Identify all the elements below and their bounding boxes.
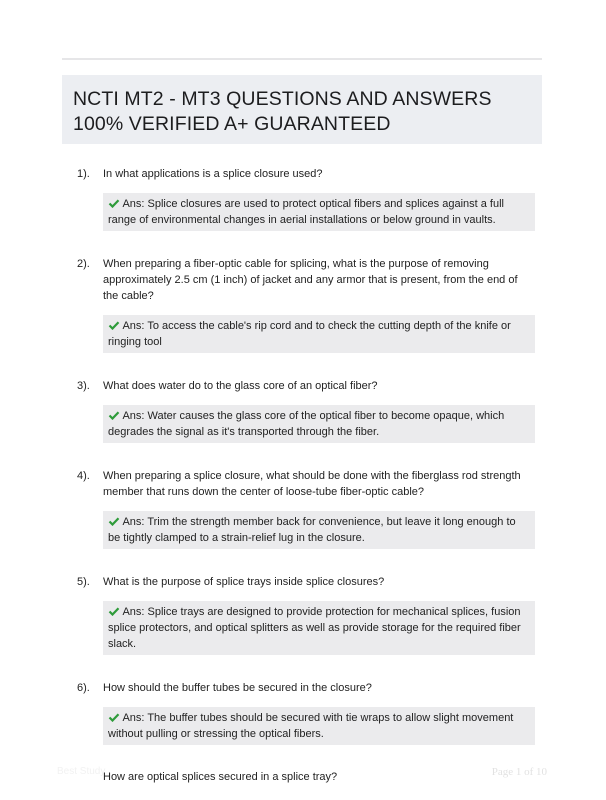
footer-brand: Best Study (57, 766, 106, 777)
answer-text: Ans: Splice trays are designed to provide protection for mechanical splices, fusion splice protectors, and optical splitters as well as provide storage for the required fiber slack. (108, 606, 521, 650)
checkmark-icon (108, 199, 120, 208)
question-number: 3). (77, 380, 90, 392)
title-line-2: 100% VERIFIED A+ GUARANTEED (73, 113, 391, 135)
checkmark-icon (108, 713, 120, 722)
question-number: 6). (77, 682, 90, 694)
qa-list (62, 166, 542, 785)
answer-box (103, 601, 535, 655)
top-divider (62, 58, 542, 60)
qa-item-4 (62, 468, 542, 549)
answer-text: Ans: To access the cable's rip cord and to check the cutting depth of the knife or ringing tool (108, 320, 511, 348)
question-text: What is the purpose of splice trays inside splice closures? (103, 576, 385, 588)
answer-box (103, 405, 535, 443)
question-text: When preparing a fiber-optic cable for splicing, what is the purpose of removing approximately 2.5 cm (1 inch) of jacket and any armor that is present, from the end of the cable? (103, 258, 518, 302)
answer-box (103, 193, 535, 231)
page-indicator: Page 1 of 10 (491, 766, 547, 778)
qa-item-1 (62, 166, 542, 231)
checkmark-icon (108, 321, 120, 330)
answer-text: Ans: The buffer tubes should be secured with tie wraps to allow slight movement without pulling or stressing the optical fibers. (108, 712, 514, 740)
qa-item-2 (62, 256, 542, 353)
title-line-1: NCTI MT2 - MT3 QUESTIONS AND ANSWERS (73, 88, 492, 110)
checkmark-icon (108, 411, 120, 420)
checkmark-icon (108, 517, 120, 526)
answer-text: Ans: Water causes the glass core of the optical fiber to become opaque, which degrades the signal as it's transported through the fiber. (108, 410, 505, 438)
answer-text: Ans: Trim the strength member back for convenience, but leave it long enough to be tightly clamped to a strain-relief lug in the closure. (108, 516, 516, 544)
answer-box (103, 707, 535, 745)
question-number: 1). (77, 168, 90, 180)
answer-box (103, 315, 535, 353)
answer-text: Ans: Splice closures are used to protect optical fibers and splices against a full range of environmental changes in aerial installations or below ground in vaults. (108, 198, 504, 226)
question-number: 5). (77, 576, 90, 588)
question-text: In what applications is a splice closure used? (103, 168, 323, 180)
question-text: What does water do to the glass core of an optical fiber? (103, 380, 378, 392)
document-title (73, 87, 542, 137)
qa-item-3 (62, 378, 542, 443)
question-text: When preparing a splice closure, what should be done with the fiberglass rod strength member that runs down the center of loose-tube fiber-optic cable? (103, 470, 521, 498)
qa-item-6 (62, 680, 542, 745)
qa-item-5 (62, 574, 542, 655)
title-banner (62, 75, 542, 144)
question-text: How are optical splices secured in a splice tray? (103, 771, 338, 783)
question-number: 4). (77, 470, 90, 482)
question-text: How should the buffer tubes be secured in the closure? (103, 682, 372, 694)
checkmark-icon (108, 607, 120, 616)
question-number: 2). (77, 258, 90, 270)
qa-item-7 (62, 769, 542, 785)
answer-box (103, 511, 535, 549)
